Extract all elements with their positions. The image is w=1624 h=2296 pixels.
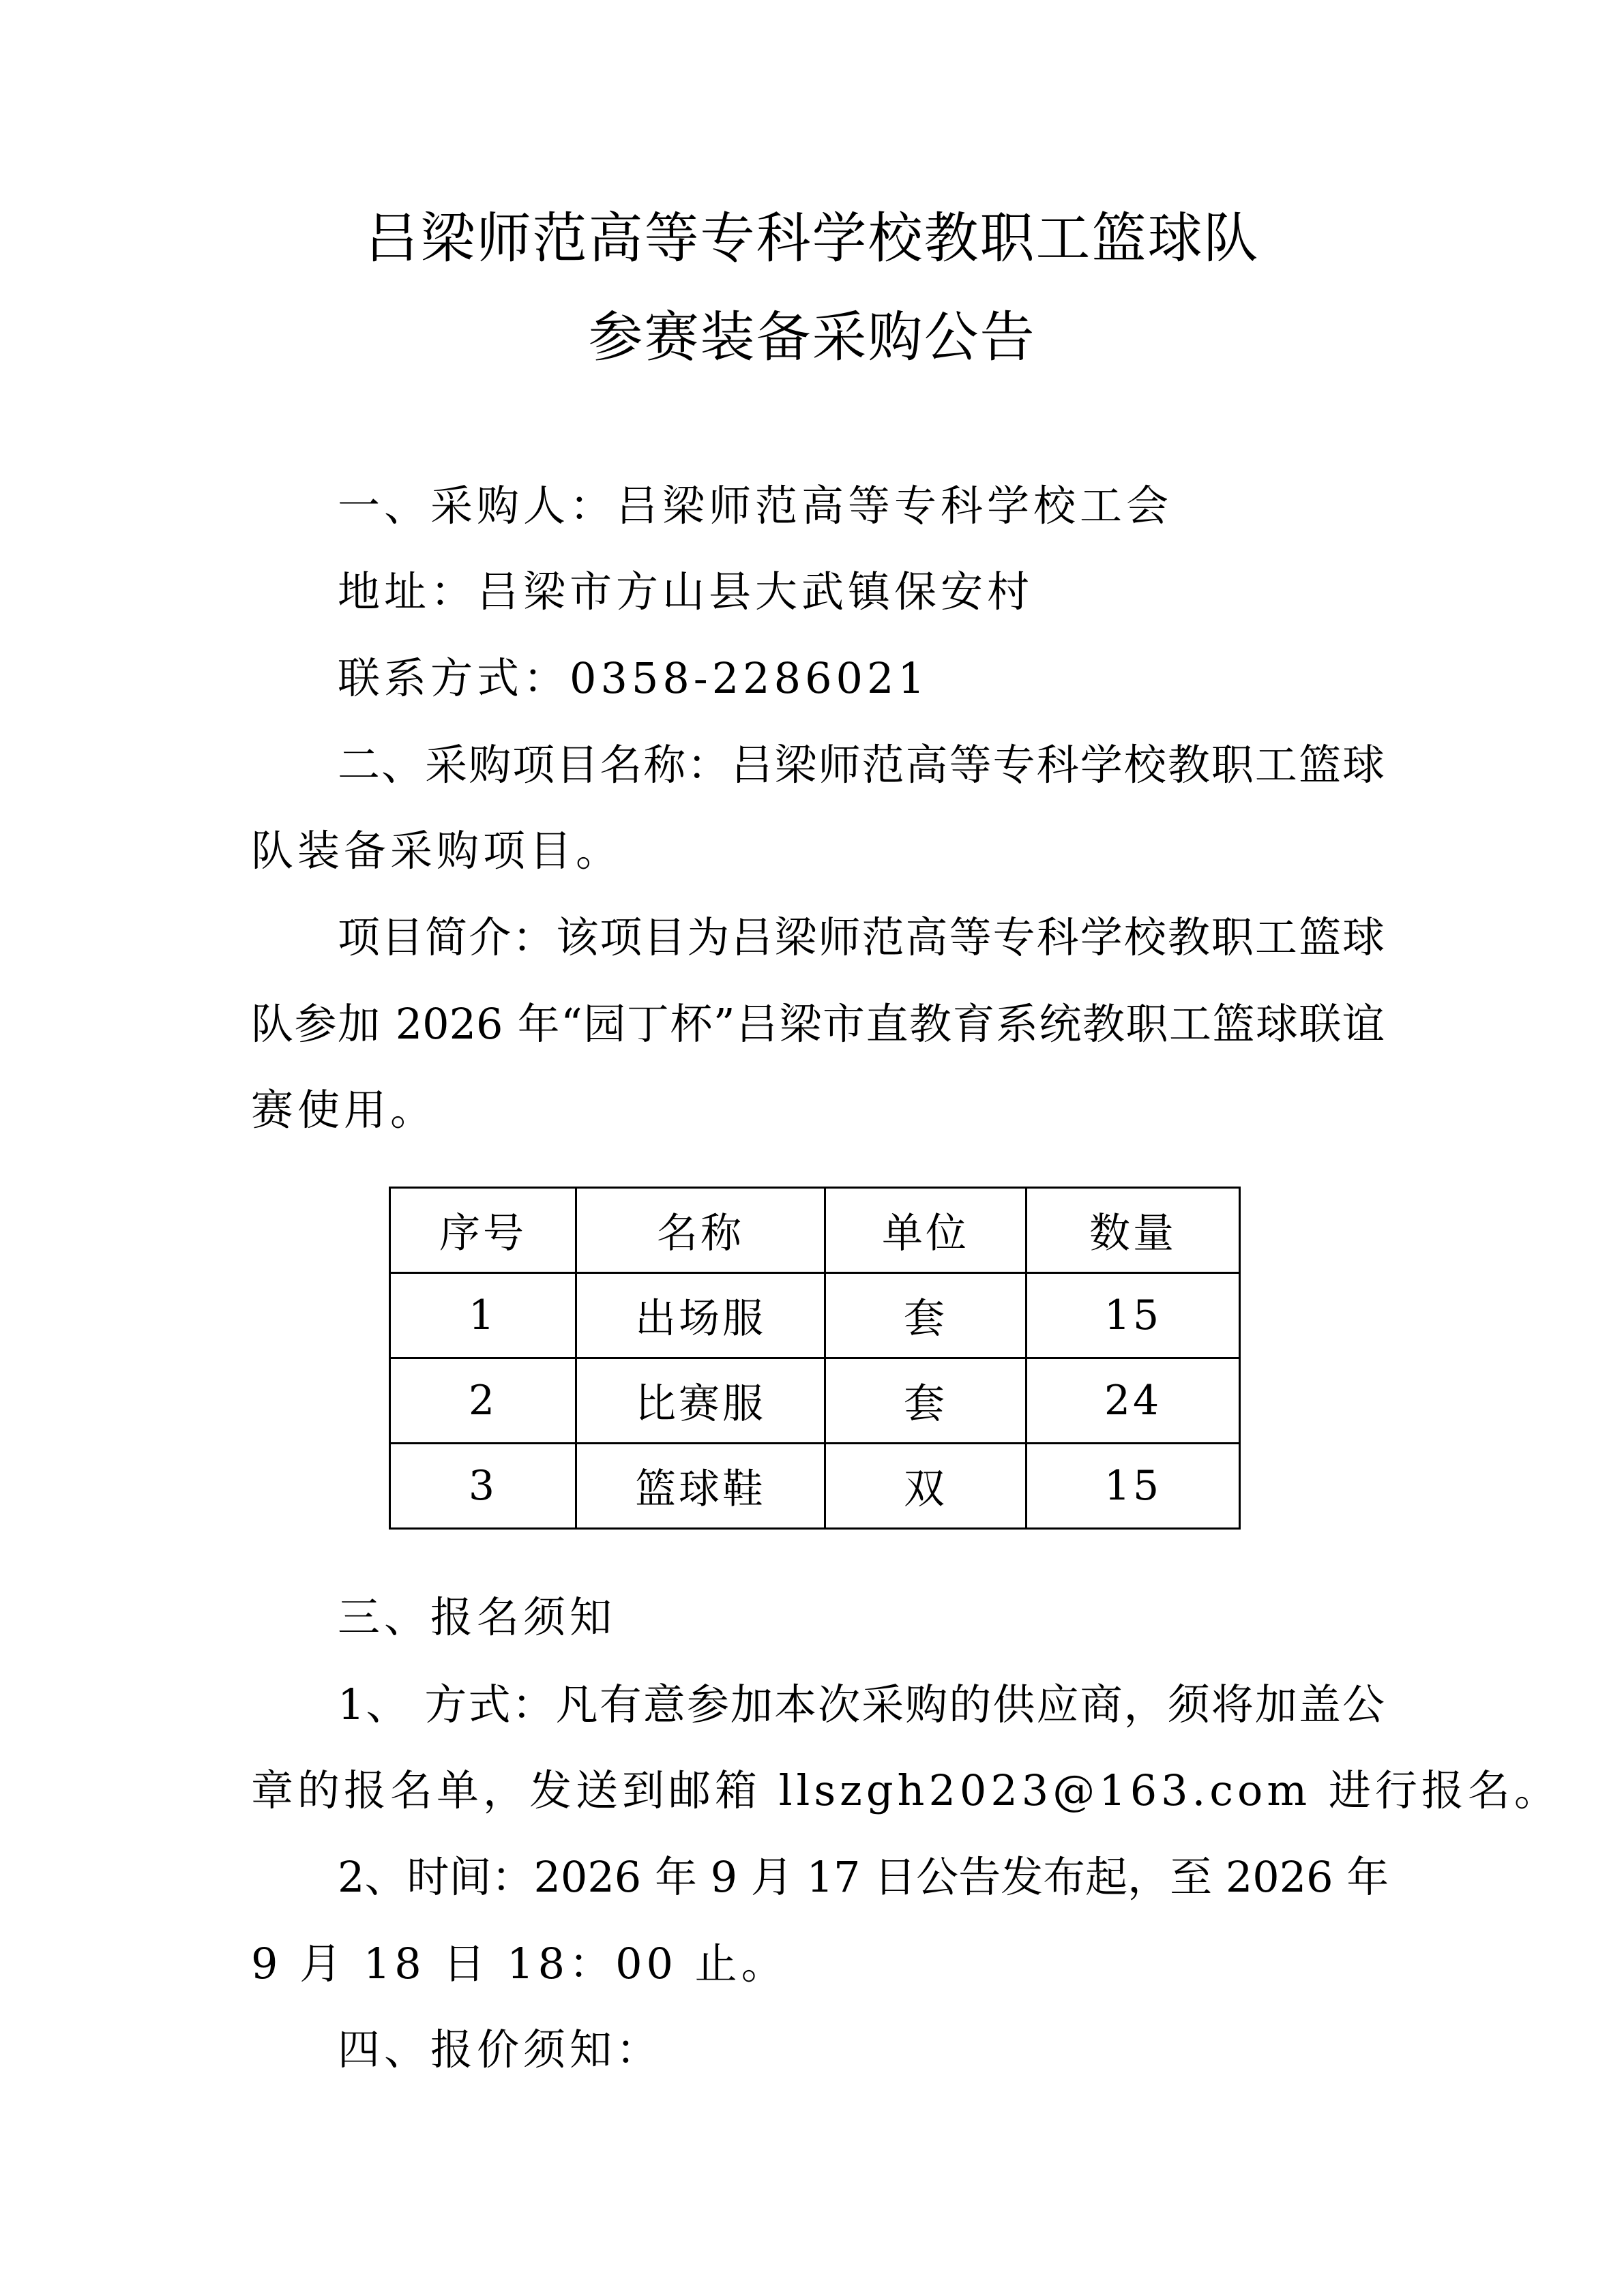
table-cell: 2 [390, 1358, 576, 1444]
registration-method-line-2: 章的报名单，发送到邮箱 llszgh2023@163.com 进行报名。 [251, 1765, 1561, 1815]
table-header-cell: 序号 [390, 1188, 576, 1273]
section-3-heading: 三、报名须知 [338, 1592, 617, 1642]
registration-method-line-1: 1、 方式：凡有意参加本次采购的供应商，须将加盖公 [338, 1680, 1385, 1729]
table-cell: 15 [1027, 1444, 1240, 1529]
intro-line-3: 赛使用。 [251, 1085, 437, 1135]
registration-time-line-1: 2、时间：2026 年 9 月 17 日公告发布起，至 2026 年 [338, 1852, 1389, 1902]
contact-line: 联系方式：0358-2286021 [338, 653, 929, 703]
equipment-table [389, 1187, 1241, 1530]
table-header-cell: 单位 [825, 1188, 1027, 1273]
intro-line-1: 项目简介：该项目为吕梁师范高等专科学校教职工篮球 [338, 912, 1385, 962]
table-header-cell: 名称 [576, 1188, 825, 1273]
address-line: 地址：吕梁市方山县大武镇保安村 [338, 567, 1034, 616]
table-cell: 15 [1027, 1273, 1240, 1358]
table-row [390, 1444, 1240, 1529]
table-cell: 双 [825, 1444, 1027, 1529]
table-cell: 套 [825, 1273, 1027, 1358]
project-name-line-1: 二、采购项目名称：吕梁师范高等专科学校教职工篮球 [338, 740, 1385, 790]
section-4-heading: 四、报价须知： [338, 2025, 663, 2074]
table-cell: 比赛服 [576, 1358, 825, 1444]
table-header-row [390, 1188, 1240, 1273]
table-header-cell: 数量 [1027, 1188, 1240, 1273]
title-line-1: 吕梁师范高等专科学校教职工篮球队 [364, 207, 1260, 270]
table-cell: 篮球鞋 [576, 1444, 825, 1529]
table-cell: 1 [390, 1273, 576, 1358]
table-cell: 3 [390, 1444, 576, 1529]
intro-line-2: 队参加 2026 年“园丁杯”吕梁市直教育系统教职工篮球联谊 [251, 999, 1385, 1049]
table-cell: 套 [825, 1358, 1027, 1444]
project-name-line-2: 队装备采购项目。 [251, 826, 623, 876]
table-row [390, 1273, 1240, 1358]
table-row [390, 1358, 1240, 1444]
table-cell: 出场服 [576, 1273, 825, 1358]
table-cell: 24 [1027, 1358, 1240, 1444]
title-line-2: 参赛装备采购公告 [588, 305, 1036, 369]
purchaser-line: 一、采购人：吕梁师范高等专科学校工会 [338, 481, 1173, 531]
registration-time-line-2: 9 月 18 日 18：00 止。 [251, 1939, 788, 1988]
